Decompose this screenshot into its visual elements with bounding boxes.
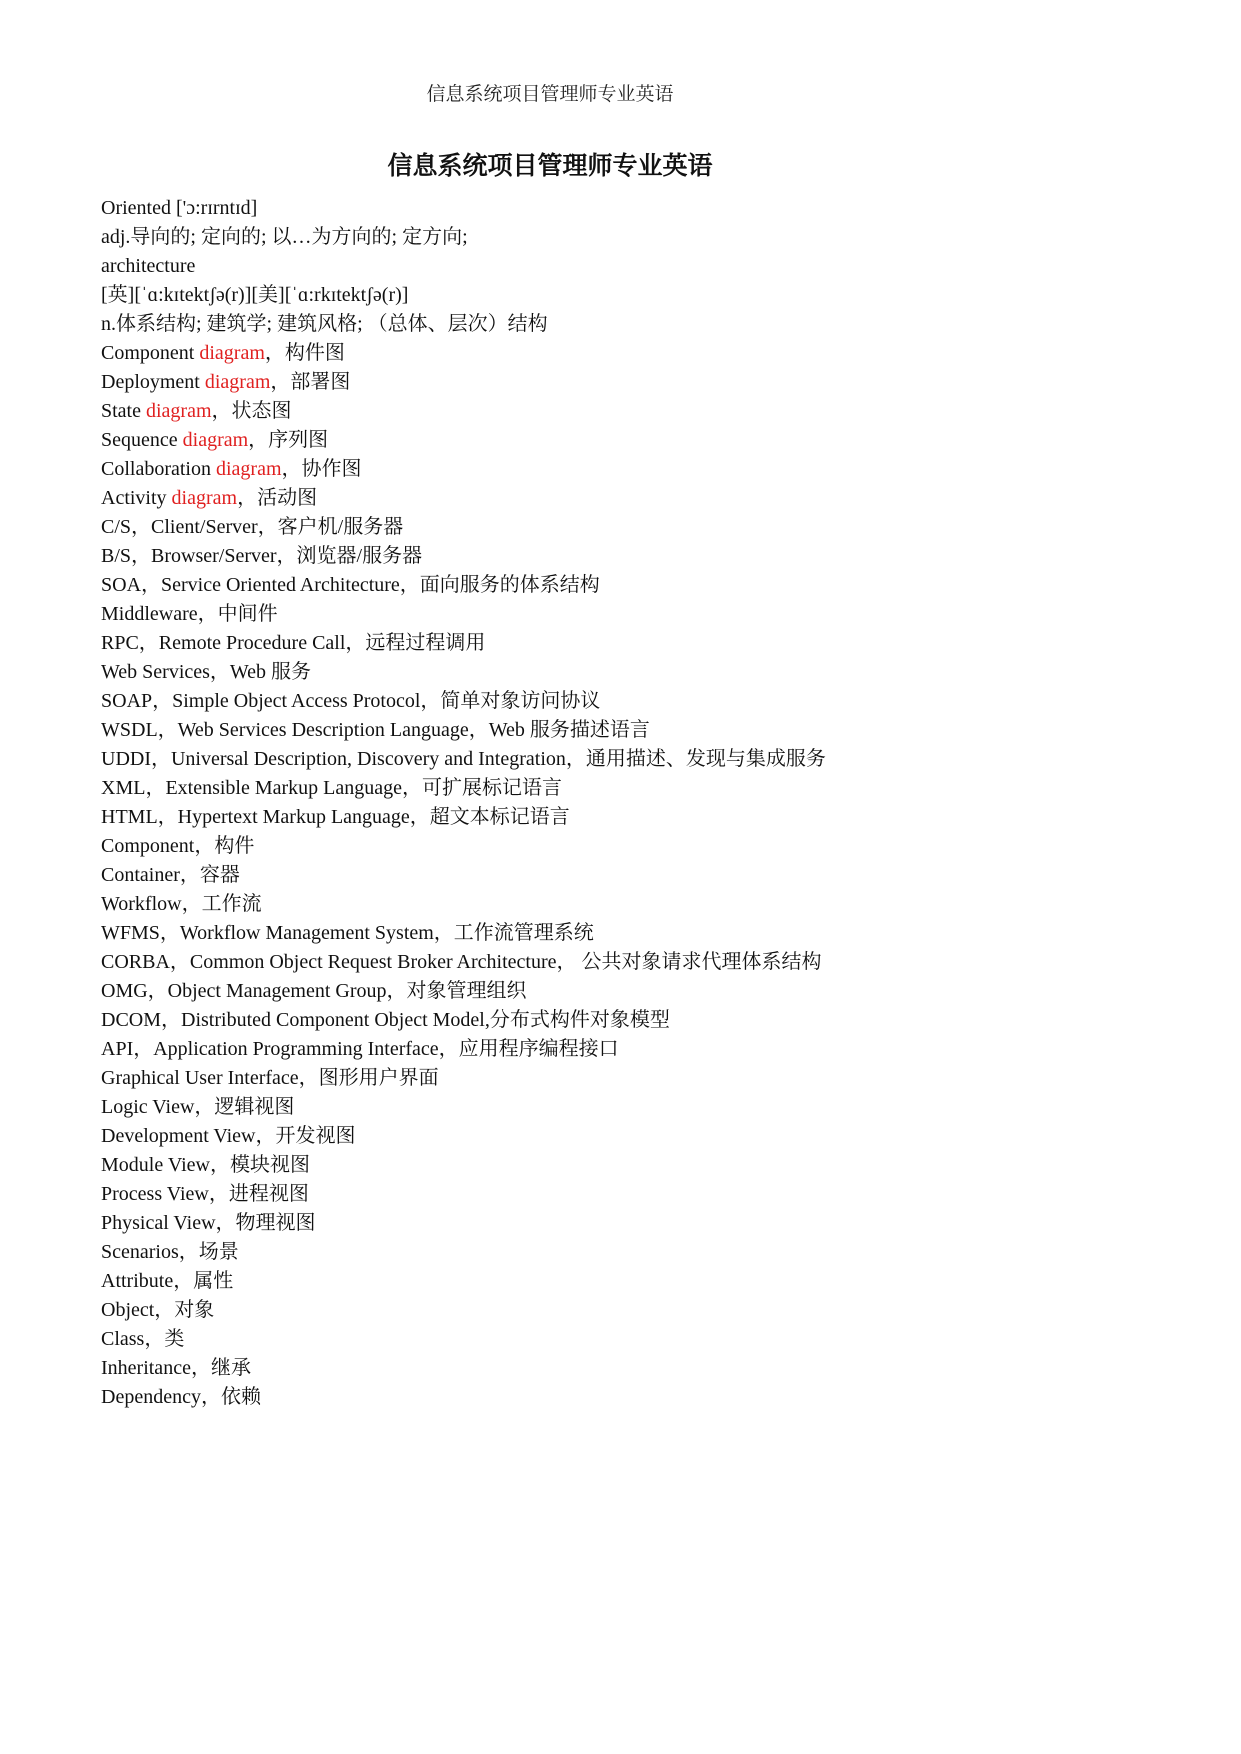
glossary-entry: UDDI，Universal Description, Discovery and Integration，通用描述、发现与集成服务 [101,748,826,770]
glossary-entry: Container，容器 [101,864,240,886]
glossary-list [101,194,1021,1412]
glossary-entry [101,484,1021,513]
entry-translation: ，序列图 [248,429,329,451]
glossary-entry: Logic View，逻辑视图 [101,1096,295,1118]
document-title: 信息系统项目管理师专业英语 [387,153,713,180]
glossary-entry: Dependency，依赖 [101,1386,261,1408]
glossary-entry: Oriented ['ɔ:rɪrntɪd] [101,197,258,219]
glossary-entry: API，Application Programming Interface，应用程序编程接口 [101,1038,619,1060]
glossary-entry: B/S，Browser/Server，浏览器/服务器 [101,545,423,567]
glossary-entry: architecture [101,255,196,277]
glossary-entry: Graphical User Interface，图形用户界面 [101,1067,439,1089]
glossary-entry: RPC，Remote Procedure Call，远程过程调用 [101,632,486,654]
highlighted-keyword: diagram [204,371,271,393]
glossary-entry: Object，对象 [101,1299,215,1321]
glossary-entry: Inheritance，继承 [101,1357,251,1379]
glossary-entry: Middleware，中间件 [101,603,278,625]
glossary-entry: Class，类 [101,1328,185,1350]
entry-translation: ，部署图 [270,371,351,393]
entry-term: Component [101,342,200,364]
running-header: 信息系统项目管理师专业英语 [426,84,674,105]
entry-term: Sequence [101,429,183,451]
highlighted-keyword: diagram [171,487,238,509]
highlighted-keyword: diagram [215,458,282,480]
entry-translation: ，活动图 [237,487,318,509]
glossary-entry [101,368,1021,397]
highlighted-keyword: diagram [182,429,249,451]
glossary-entry: Physical View，物理视图 [101,1212,316,1234]
glossary-entry: n.体系结构; 建筑学; 建筑风格; （总体、层次）结构 [101,313,548,335]
glossary-entry: SOA，Service Oriented Architecture，面向服务的体系结构 [101,574,600,596]
glossary-entry: Component，构件 [101,835,255,857]
glossary-entry: Attribute，属性 [101,1270,234,1292]
glossary-entry [101,426,1021,455]
entry-term: Deployment [101,371,205,393]
entry-term: Activity [101,487,172,509]
glossary-entry: adj.导向的; 定向的; 以…为方向的; 定方向; [101,226,468,248]
glossary-entry [101,455,1021,484]
glossary-entry: Web Services，Web 服务 [101,661,312,683]
glossary-entry: Development View，开发视图 [101,1125,356,1147]
glossary-entry: WFMS，Workflow Management System，工作流管理系统 [101,922,594,944]
entry-term: Collaboration [101,458,216,480]
entry-term: State [101,400,146,422]
glossary-entry: Process View，进程视图 [101,1183,309,1205]
glossary-entry: WSDL，Web Services Description Language，Web 服务描述语言 [101,719,650,741]
glossary-entry [101,339,1021,368]
glossary-entry [101,397,1021,426]
glossary-entry: Scenarios，场景 [101,1241,239,1263]
entry-translation: ，状态图 [211,400,292,422]
glossary-entry: C/S，Client/Server，客户机/服务器 [101,516,404,538]
glossary-entry: CORBA，Common Object Request Broker Architecture， 公共对象请求代理体系结构 [101,951,822,973]
glossary-entry: Workflow，工作流 [101,893,262,915]
glossary-entry: HTML，Hypertext Markup Language，超文本标记语言 [101,806,570,828]
glossary-entry: DCOM，Distributed Component Object Model,分布式构件对象模型 [101,1009,670,1031]
entry-translation: ，协作图 [281,458,362,480]
entry-translation: ，构件图 [264,342,345,364]
glossary-entry: SOAP，Simple Object Access Protocol，简单对象访问协议 [101,690,601,712]
glossary-entry: [英][ˈɑ:kɪtektʃə(r)][美][ˈɑ:rkɪtektʃə(r)] [101,284,409,306]
highlighted-keyword: diagram [199,342,265,364]
highlighted-keyword: diagram [146,400,212,422]
glossary-entry: Module View，模块视图 [101,1154,310,1176]
glossary-entry: OMG，Object Management Group，对象管理组织 [101,980,527,1002]
glossary-entry: XML，Extensible Markup Language，可扩展标记语言 [101,777,563,799]
